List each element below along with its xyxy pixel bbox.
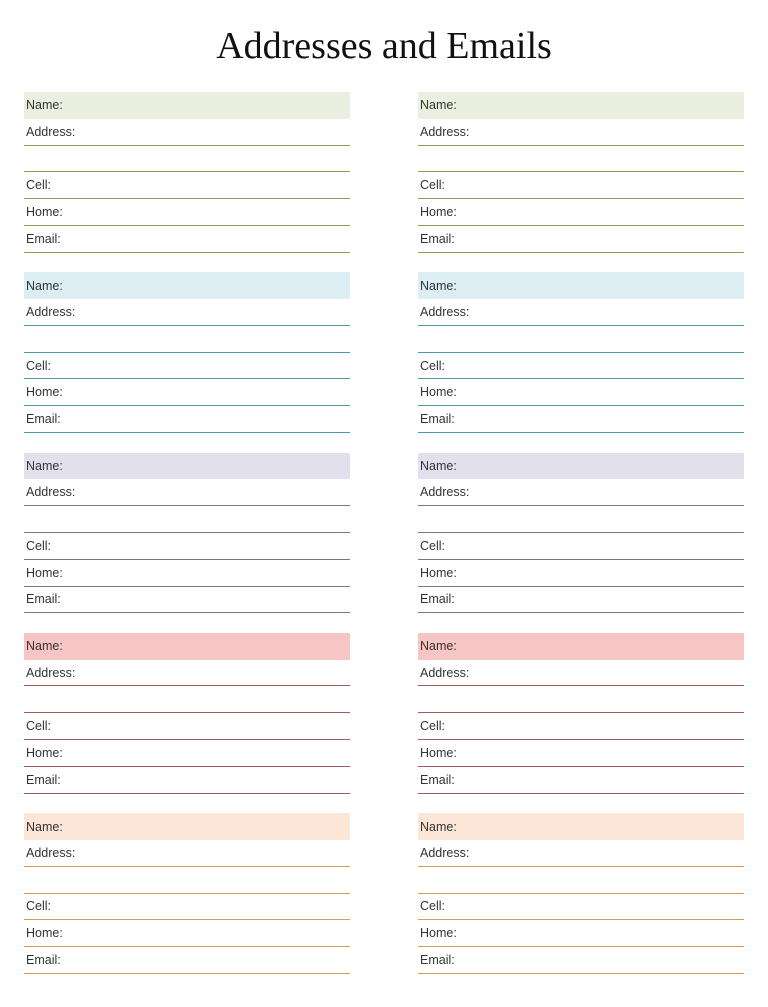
contact-entry bbox=[418, 92, 744, 253]
home-label: Home: bbox=[420, 565, 457, 580]
address-label: Address: bbox=[420, 124, 470, 139]
address2-field[interactable] bbox=[24, 686, 350, 713]
name-field[interactable] bbox=[24, 453, 350, 480]
name-label: Name: bbox=[26, 278, 63, 293]
cell-field[interactable] bbox=[24, 172, 350, 199]
address-label: Address: bbox=[420, 485, 470, 500]
address-label: Address: bbox=[26, 665, 76, 680]
home-label: Home: bbox=[26, 565, 63, 580]
home-label: Home: bbox=[26, 205, 63, 220]
contact-entry bbox=[24, 813, 350, 974]
right-column bbox=[418, 92, 744, 993]
address-label: Address: bbox=[26, 485, 76, 500]
email-field[interactable] bbox=[24, 406, 350, 433]
email-label: Email: bbox=[26, 953, 61, 968]
address-label: Address: bbox=[420, 665, 470, 680]
address-field[interactable] bbox=[418, 299, 744, 326]
home-label: Home: bbox=[26, 926, 63, 941]
address-field[interactable] bbox=[24, 660, 350, 687]
cell-field[interactable] bbox=[418, 353, 744, 380]
name-field[interactable] bbox=[24, 272, 350, 299]
contact-entry bbox=[418, 453, 744, 614]
email-label: Email: bbox=[26, 231, 61, 246]
email-field[interactable] bbox=[418, 767, 744, 794]
address2-field[interactable] bbox=[418, 326, 744, 353]
contact-entry bbox=[24, 272, 350, 433]
cell-field[interactable] bbox=[418, 894, 744, 921]
home-label: Home: bbox=[26, 745, 63, 760]
email-field[interactable] bbox=[418, 587, 744, 614]
home-field[interactable] bbox=[24, 379, 350, 406]
name-label: Name: bbox=[420, 639, 457, 654]
address2-field[interactable] bbox=[24, 146, 350, 173]
home-field[interactable] bbox=[418, 560, 744, 587]
contact-entry bbox=[418, 633, 744, 794]
address-field[interactable] bbox=[24, 840, 350, 867]
email-label: Email: bbox=[26, 592, 61, 607]
cell-field[interactable] bbox=[24, 533, 350, 560]
address-field[interactable] bbox=[24, 299, 350, 326]
email-label: Email: bbox=[420, 412, 455, 427]
home-label: Home: bbox=[420, 745, 457, 760]
address-field[interactable] bbox=[418, 479, 744, 506]
home-field[interactable] bbox=[418, 740, 744, 767]
page-title: Addresses and Emails bbox=[216, 25, 552, 67]
address-label: Address: bbox=[26, 124, 76, 139]
cell-label: Cell: bbox=[26, 899, 52, 914]
address2-field[interactable] bbox=[418, 686, 744, 713]
email-label: Email: bbox=[420, 231, 455, 246]
name-field[interactable] bbox=[418, 813, 744, 840]
address2-field[interactable] bbox=[24, 326, 350, 353]
address-field[interactable] bbox=[24, 479, 350, 506]
email-field[interactable] bbox=[24, 947, 350, 974]
cell-field[interactable] bbox=[24, 894, 350, 921]
address-label: Address: bbox=[26, 304, 76, 319]
cell-label: Cell: bbox=[420, 899, 446, 914]
cell-label: Cell: bbox=[420, 178, 446, 193]
address-label: Address: bbox=[420, 304, 470, 319]
email-label: Email: bbox=[420, 953, 455, 968]
home-field[interactable] bbox=[418, 199, 744, 226]
cell-label: Cell: bbox=[420, 358, 446, 373]
name-field[interactable] bbox=[418, 633, 744, 660]
email-label: Email: bbox=[420, 592, 455, 607]
address-field[interactable] bbox=[418, 119, 744, 146]
cell-label: Cell: bbox=[26, 178, 52, 193]
cell-label: Cell: bbox=[26, 719, 52, 734]
cell-label: Cell: bbox=[420, 538, 446, 553]
cell-label: Cell: bbox=[26, 358, 52, 373]
name-label: Name: bbox=[26, 458, 63, 473]
email-field[interactable] bbox=[418, 226, 744, 253]
home-label: Home: bbox=[26, 385, 63, 400]
address2-field[interactable] bbox=[24, 867, 350, 894]
name-label: Name: bbox=[26, 98, 63, 113]
contact-entry bbox=[418, 272, 744, 433]
contact-entry bbox=[24, 92, 350, 253]
address-field[interactable] bbox=[418, 660, 744, 687]
email-field[interactable] bbox=[24, 226, 350, 253]
cell-label: Cell: bbox=[420, 719, 446, 734]
address-field[interactable] bbox=[24, 119, 350, 146]
home-field[interactable] bbox=[24, 920, 350, 947]
address2-field[interactable] bbox=[418, 146, 744, 173]
name-field[interactable] bbox=[24, 813, 350, 840]
email-field[interactable] bbox=[418, 947, 744, 974]
cell-field[interactable] bbox=[24, 713, 350, 740]
name-field[interactable] bbox=[418, 453, 744, 480]
email-field[interactable] bbox=[418, 406, 744, 433]
address-label: Address: bbox=[26, 845, 76, 860]
home-field[interactable] bbox=[24, 560, 350, 587]
address2-field[interactable] bbox=[24, 506, 350, 533]
name-label: Name: bbox=[420, 819, 457, 834]
name-field[interactable] bbox=[24, 92, 350, 119]
cell-field[interactable] bbox=[418, 533, 744, 560]
name-field[interactable] bbox=[418, 92, 744, 119]
email-field[interactable] bbox=[24, 587, 350, 614]
name-label: Name: bbox=[26, 639, 63, 654]
cell-label: Cell: bbox=[26, 538, 52, 553]
address2-field[interactable] bbox=[418, 867, 744, 894]
home-field[interactable] bbox=[418, 379, 744, 406]
contact-entry bbox=[418, 813, 744, 974]
name-field[interactable] bbox=[24, 633, 350, 660]
home-label: Home: bbox=[420, 205, 457, 220]
home-label: Home: bbox=[420, 385, 457, 400]
email-label: Email: bbox=[26, 772, 61, 787]
cell-field[interactable] bbox=[24, 353, 350, 380]
address-label: Address: bbox=[420, 845, 470, 860]
name-label: Name: bbox=[420, 98, 457, 113]
contact-entry bbox=[24, 453, 350, 614]
home-field[interactable] bbox=[418, 920, 744, 947]
name-label: Name: bbox=[420, 458, 457, 473]
email-field[interactable] bbox=[24, 767, 350, 794]
name-label: Name: bbox=[420, 278, 457, 293]
home-field[interactable] bbox=[24, 199, 350, 226]
address-field[interactable] bbox=[418, 840, 744, 867]
cell-field[interactable] bbox=[418, 713, 744, 740]
left-column bbox=[24, 92, 350, 993]
name-field[interactable] bbox=[418, 272, 744, 299]
name-label: Name: bbox=[26, 819, 63, 834]
home-field[interactable] bbox=[24, 740, 350, 767]
email-label: Email: bbox=[420, 772, 455, 787]
contact-entry bbox=[24, 633, 350, 794]
email-label: Email: bbox=[26, 412, 61, 427]
cell-field[interactable] bbox=[418, 172, 744, 199]
home-label: Home: bbox=[420, 926, 457, 941]
address2-field[interactable] bbox=[418, 506, 744, 533]
